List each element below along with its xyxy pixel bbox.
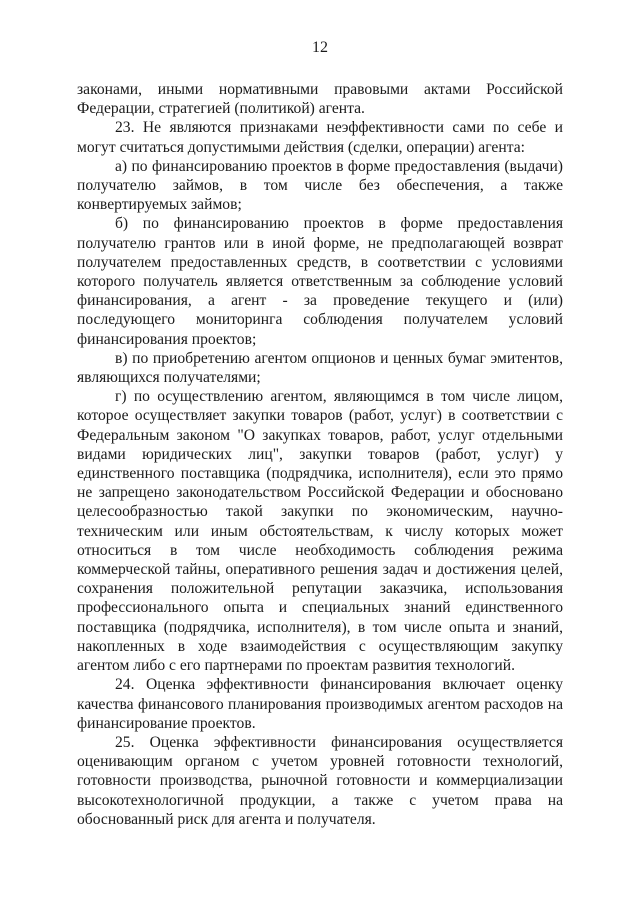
paragraph-item-23: 23. Не являются признаками неэффективности сами по себе и могут считаться допустимыми действия (сделки, операции) агента: [77,119,563,156]
subitem-g: г) по осуществлению агентом, являющимся в том числе лицом, которое осуществляет закупки товаров (работ, услуг) в соответствии с Федеральным законом "О закупках товаров, работ, услуг отдельными видами юридических лиц", закупки товаров (работ, услуг) у единственного поставщика (подрядчика, исполнителя), если это прямо не запрещено законодательством Российской Федерации и обосновано целесообразностью такой закупки по экономическим, научно-техническим или иным обстоятельствам, к числу которых может относиться в том числе необходимость соблюдения режима коммерческой тайны, оперативного решения задач и достижения целей, сохранения положительной репутации заказчика, использования профессионального опыта и специальных знаний единственного поставщика (подрядчика, исполнителя), в том числе опыта и знаний, накопленных в ходе взаимодействия с осуществляющим закупку агентом либо с его партнерами по проектам развития технологий. [77,388,563,675]
subitem-v: в) по приобретению агентом опционов и ценных бумаг эмитентов, являющихся получателями; [77,349,563,387]
paragraph-item-25: 25. Оценка эффективности финансирования осуществляется оценивающим органом с учетом уровней готовности технологий, готовности производства, рыночной готовности и коммерциализации высокотехнологичной продукции, а также с учетом права на обоснованный риск для агента и получателя. [77,733,563,828]
page-number: 12 [312,39,328,56]
document-body [77,80,563,829]
subitem-b: б) по финансированию проектов в форме предоставления получателю грантов или в иной форме, не предполагающей возврат получателем предоставленных средств, в соответствии с условиями которого получатель является ответственным за соблюдение условий финансирования, а агент - за проведение текущего и (или) последующего мониторинга соблюдения получателем условий финансирования проектов; [77,215,563,348]
paragraph-item-24: 24. Оценка эффективности финансирования включает оценку качества финансового планирования производимых агентом расходов на финансирование проектов. [77,676,563,732]
subitem-a: а) по финансированию проектов в форме предоставления (выдачи) получателю займов, в том числе без обеспечения, а также конвертируемых займов; [77,157,563,214]
paragraph-continuation: законами, иными нормативными правовыми актами Российской Федерации, стратегией (политикой) агента. [77,81,563,118]
